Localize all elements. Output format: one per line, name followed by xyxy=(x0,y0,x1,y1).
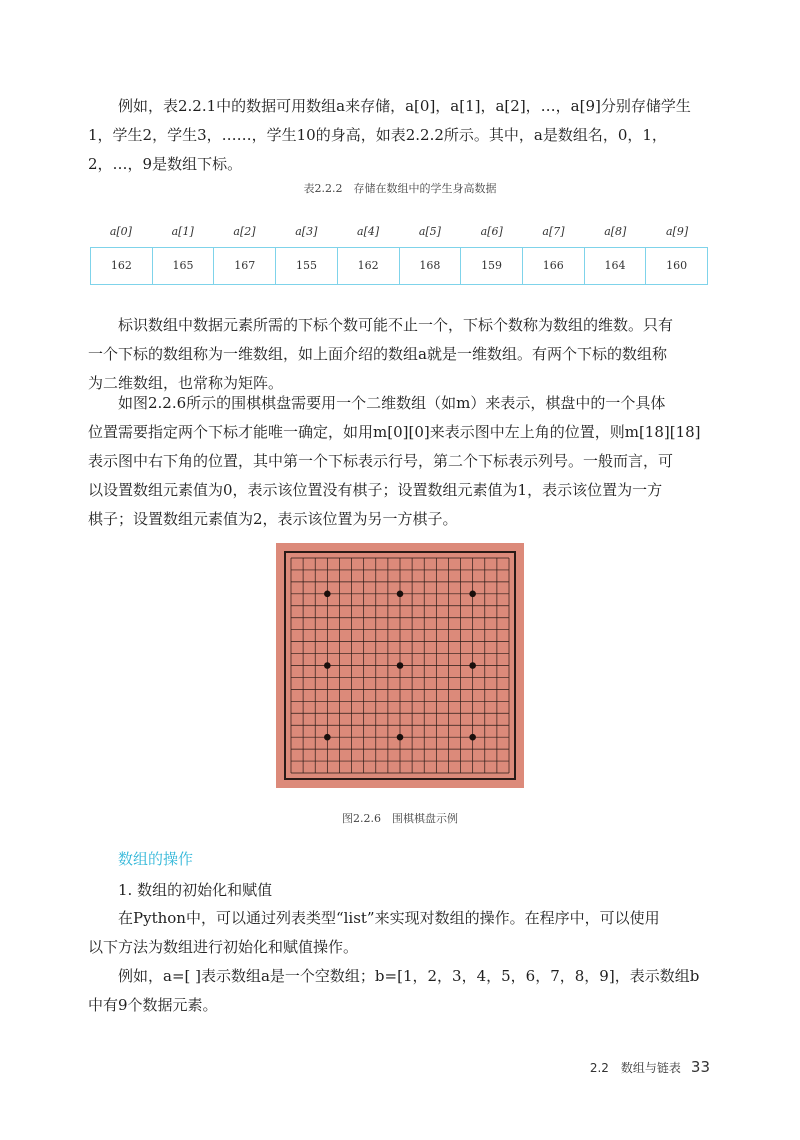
chapter-label: 2.2 数组与链表 xyxy=(589,1061,681,1075)
text-line: 位置需要指定两个下标才能唯一确定，如用m[0][0]来表示图中左上角的位置，则m[18][18] xyxy=(88,423,701,441)
figure-caption: 图2.2.6 围棋棋盘示例 xyxy=(342,812,458,825)
table-cell: 160 xyxy=(666,259,688,272)
paragraph-init-example xyxy=(88,962,720,1020)
text-line: 一个下标的数组称为一维数组，如上面介绍的数组a就是一维数组。有两个下标的数组称 xyxy=(88,345,667,363)
section-heading: 数组的操作 xyxy=(118,850,194,868)
table-header-cell: a[4] xyxy=(357,225,380,238)
text-line: 中有9个数据元素。 xyxy=(88,996,218,1014)
go-board-svg xyxy=(276,543,524,788)
star-point xyxy=(324,662,331,669)
table-header-cell: a[7] xyxy=(542,225,565,238)
table-header-cell: a[8] xyxy=(604,225,627,238)
star-point xyxy=(469,591,476,598)
text-line: 如图2.2.6所示的围棋棋盘需要用一个二维数组（如m）来表示，棋盘中的一个具体 xyxy=(118,394,666,412)
star-point xyxy=(469,734,476,741)
paragraph-go-board xyxy=(88,389,720,534)
table-cell: 166 xyxy=(523,248,585,284)
text-line: 以设置数组元素值为0，表示该位置没有棋子；设置数组元素值为1，表示该位置为一方 xyxy=(88,481,663,499)
page-footer xyxy=(590,1058,710,1076)
table-caption: 表2.2.2 存储在数组中的学生身高数据 xyxy=(303,182,497,195)
table-header-cell: a[5] xyxy=(418,225,441,238)
table-value-row xyxy=(90,247,708,285)
star-point xyxy=(324,591,331,598)
table-header-row xyxy=(90,220,708,244)
text-line: 例如，a=[ ]表示数组a是一个空数组；b=[1，2，3，4，5，6，7，8，9]，表示数组b xyxy=(118,967,700,985)
table-header-cell: a[1] xyxy=(171,225,194,238)
table-cell: 165 xyxy=(153,248,215,284)
table-cell: 162 xyxy=(338,248,400,284)
star-point xyxy=(324,734,331,741)
text-line: 棋子；设置数组元素值为2，表示该位置为另一方棋子。 xyxy=(88,510,458,528)
text-line: 表示图中右下角的位置，其中第一个下标表示行号，第二个下标表示列号。一般而言，可 xyxy=(88,452,674,470)
star-point xyxy=(397,662,404,669)
text-line: 标识数组中数据元素所需的下标个数可能不止一个，下标个数称为数组的维数。只有 xyxy=(118,316,674,334)
table-cell: 159 xyxy=(461,248,523,284)
table-header-cell: a[0] xyxy=(109,225,132,238)
text-line: 2，…，9是数组下标。 xyxy=(88,155,243,173)
page-number: 33 xyxy=(690,1058,710,1076)
paragraph-python-list xyxy=(88,904,720,962)
table-cell: 167 xyxy=(214,248,276,284)
table-cell: 155 xyxy=(276,248,338,284)
table-cell: 162 xyxy=(91,248,153,284)
go-board-figure xyxy=(276,543,524,788)
text-line: 例如，表2.2.1中的数据可用数组a来存储，a[0]，a[1]，a[2]，…，a[9]分别存储学生 xyxy=(118,97,691,115)
text-line: 1，学生2，学生3，……，学生10的身高，如表2.2.2所示。其中，a是数组名，0，1， xyxy=(88,126,667,144)
table-header-cell: a[2] xyxy=(233,225,256,238)
paragraph-array-example xyxy=(88,92,720,179)
table-header-cell: a[3] xyxy=(295,225,318,238)
star-point xyxy=(397,591,404,598)
text-line: 在Python中，可以通过列表类型“list”来实现对数组的操作。在程序中，可以使用 xyxy=(118,909,660,927)
table-header-cell: a[9] xyxy=(666,225,689,238)
star-point xyxy=(469,662,476,669)
subsection-title: 1. 数组的初始化和赋值 xyxy=(118,881,273,899)
table-cell: 168 xyxy=(400,248,462,284)
text-line: 为二维数组，也常称为矩阵。 xyxy=(88,374,284,392)
star-point xyxy=(397,734,404,741)
table-cell: 164 xyxy=(585,248,647,284)
subsection-heading xyxy=(88,876,720,905)
text-line: 以下方法为数组进行初始化和赋值操作。 xyxy=(88,938,359,956)
table-header-cell: a[6] xyxy=(480,225,503,238)
paragraph-array-dimension xyxy=(88,311,720,398)
